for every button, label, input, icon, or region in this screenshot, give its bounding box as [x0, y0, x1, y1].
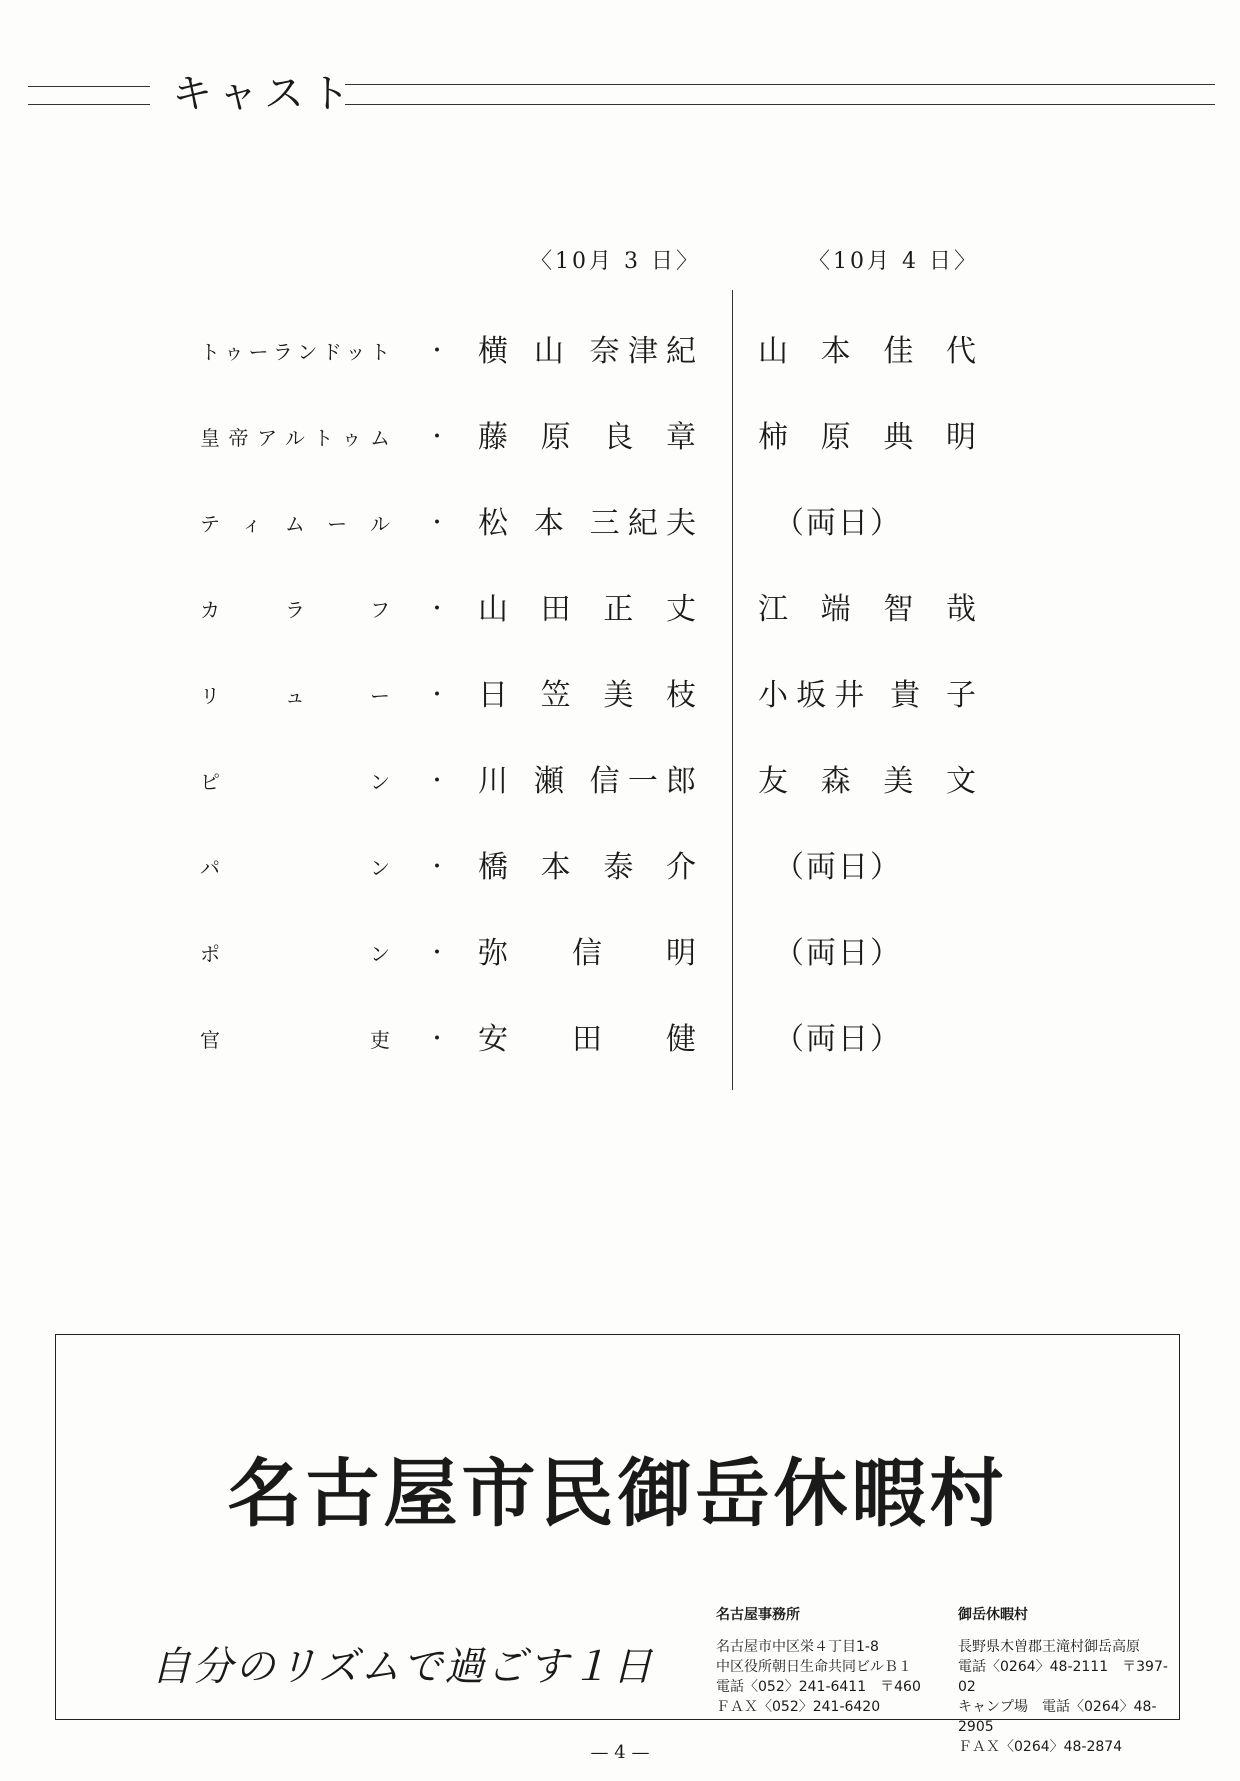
heading-rule-left-lower: [28, 104, 150, 105]
cast-name-day2: 友 森 美 文: [758, 764, 976, 799]
cast-row: [0, 752, 1240, 812]
cast-row: [0, 838, 1240, 898]
separator-dot: ・: [426, 425, 449, 450]
office-nagoya-title: 名古屋事務所: [716, 1607, 800, 1623]
office-nagoya-line: ＦＡＸ〈052〉241-6420: [716, 1699, 881, 1715]
separator-dot: ・: [426, 1027, 449, 1052]
cast-name-day1: 山 田 正 丈: [478, 592, 696, 627]
separator-dot: ・: [426, 941, 449, 966]
advertisement-box: [55, 1334, 1180, 1755]
cast-row: [0, 494, 1240, 554]
office-ontake-line: 長野県木曽郡王滝村御岳高原: [958, 1639, 1140, 1655]
cast-row: [0, 408, 1240, 468]
office-nagoya-line: 中区役所朝日生命共同ビルＢ１: [716, 1659, 912, 1675]
cast-name-day1: 安 田 健: [478, 1022, 696, 1057]
separator-dot: ・: [426, 769, 449, 794]
cast-name-day2: （両日）: [774, 936, 902, 971]
ad-slogan: 自分のリズムで過ごす１日: [151, 1644, 655, 1690]
cast-name-day2: 山 本 佳 代: [758, 334, 976, 369]
office-ontake-line: ＦＡＸ〈0264〉48-2874: [958, 1739, 1123, 1755]
cast-name-day2: 柿 原 典 明: [758, 420, 976, 455]
office-ontake: [958, 1605, 1179, 1757]
office-ontake-title: 御岳休暇村: [958, 1607, 1028, 1623]
cast-name-day2: 小坂井 貴 子: [758, 678, 976, 713]
cast-name-day2: （両日）: [774, 506, 902, 541]
office-ontake-line: 電話〈0264〉48-2111 〒397-02: [958, 1659, 1168, 1695]
cast-role: パン: [200, 856, 392, 880]
heading-rule-right-lower: [345, 104, 1215, 105]
cast-role: 皇帝アルトゥム: [200, 426, 392, 450]
heading-rule-left: [28, 86, 150, 87]
cast-name-day1: 橋 本 泰 介: [478, 850, 696, 885]
cast-row: [0, 580, 1240, 640]
cast-name-day1: 横 山 奈津紀: [478, 334, 696, 369]
cast-role: カラフ: [200, 598, 392, 622]
date-header-day2: 〈10月 4 日〉: [808, 249, 979, 274]
cast-row: [0, 322, 1240, 382]
cast-name-day2: （両日）: [774, 850, 902, 885]
cast-name-day1: 日 笠 美 枝: [478, 678, 696, 713]
cast-name-day2: 江 端 智 哉: [758, 592, 976, 627]
date-header-day1: 〈10月 3 日〉: [530, 249, 701, 274]
cast-row: [0, 666, 1240, 726]
office-nagoya-line: 名古屋市中区栄４丁目1-8: [716, 1639, 879, 1655]
office-nagoya: [716, 1605, 921, 1717]
page-heading: キャスト: [172, 71, 356, 117]
page-number: — 4 —: [590, 1742, 650, 1763]
cast-role: ティムール: [200, 512, 392, 536]
cast-role: 官吏: [200, 1028, 392, 1052]
separator-dot: ・: [426, 511, 449, 536]
cast-name-day2: （両日）: [774, 1022, 902, 1057]
cast-role: トゥーランドット: [200, 340, 392, 364]
cast-row: [0, 924, 1240, 984]
cast-role: リュー: [200, 684, 392, 708]
cast-name-day1: 川 瀬 信一郎: [478, 764, 696, 799]
cast-role: ポン: [200, 942, 392, 966]
cast-row: [0, 1010, 1240, 1070]
cast-name-day1: 松 本 三紀夫: [478, 506, 696, 541]
separator-dot: ・: [426, 855, 449, 880]
cast-role: ピン: [200, 770, 392, 794]
separator-dot: ・: [426, 683, 449, 708]
office-nagoya-line: 電話〈052〉241-6411 〒460: [716, 1679, 921, 1695]
office-ontake-line: キャンプ場 電話〈0264〉48-2905: [958, 1699, 1157, 1735]
cast-name-day1: 藤 原 良 章: [478, 420, 696, 455]
ad-title: 名古屋市民御岳休暇村: [227, 1451, 1008, 1537]
heading-rule-right: [345, 84, 1215, 85]
separator-dot: ・: [426, 597, 449, 622]
separator-dot: ・: [426, 339, 449, 364]
cast-name-day1: 弥 信 明: [478, 936, 696, 971]
